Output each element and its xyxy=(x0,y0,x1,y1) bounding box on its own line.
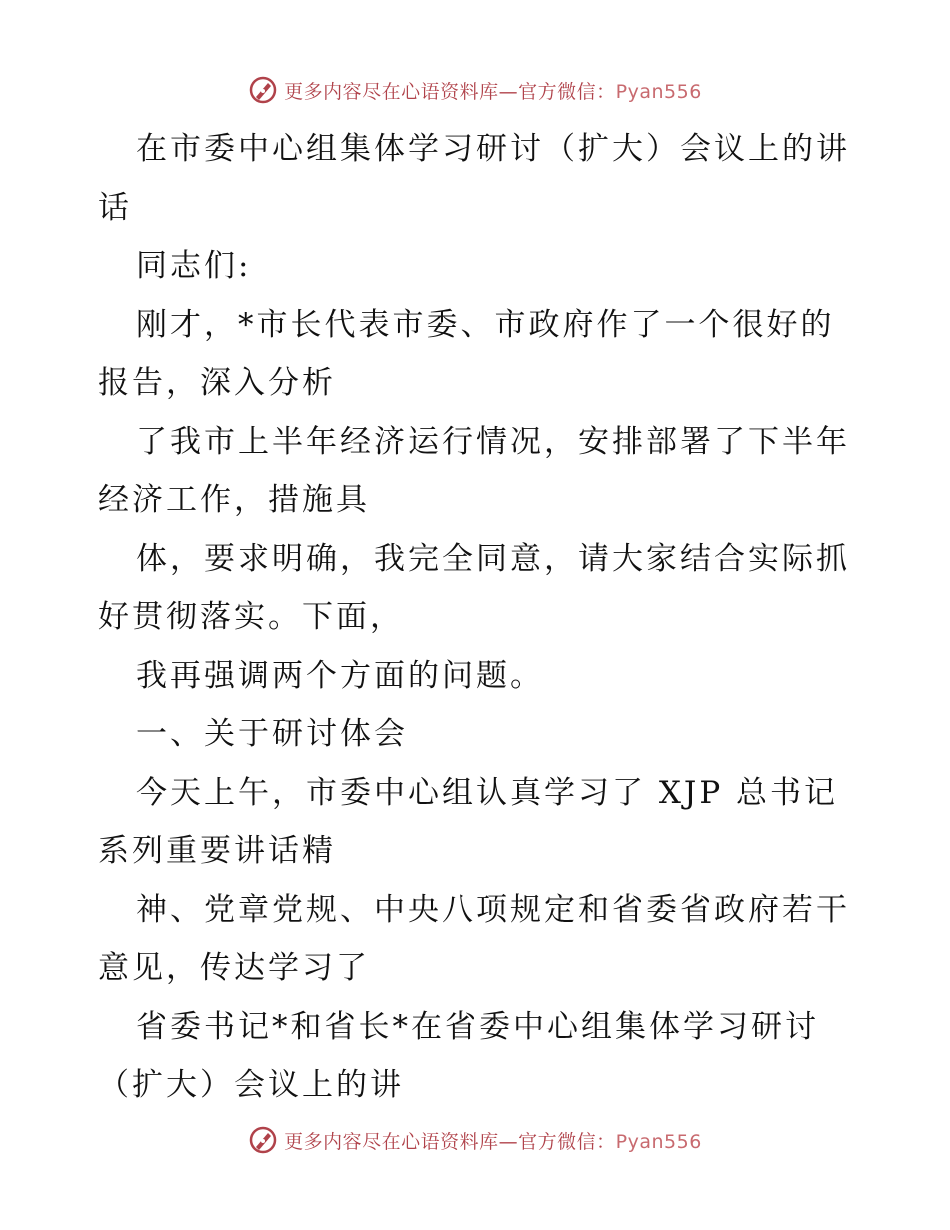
watermark-contact: Pyan556 xyxy=(615,1130,702,1153)
document-body xyxy=(98,120,858,1115)
watermark-contact: Pyan556 xyxy=(615,80,702,103)
text-line: 刚才，*市长代表市委、市政府作了一个很好的 xyxy=(136,306,835,343)
text-line: 体，要求明确，我完全同意，请大家结合实际抓 xyxy=(136,540,850,577)
header-watermark xyxy=(0,70,950,110)
text-line: （扩大）会议上的讲 xyxy=(98,1067,404,1103)
text-line: 好贯彻落实。下面， xyxy=(98,599,404,635)
text-line: 了我市上半年经济运行情况，安排部署了下半年 xyxy=(136,423,850,460)
text-line: 省委书记*和省长*在省委中心组集体学习研讨 xyxy=(136,1008,819,1045)
watermark-text: 更多内容尽在心语资料库—官方微信：Pyan556 xyxy=(284,1130,702,1153)
text-line: 意见，传达学习了 xyxy=(98,950,370,986)
text-line: 报告，深入分析 xyxy=(98,365,336,401)
text-line: 神、党章党规、中央八项规定和省委省政府若干 xyxy=(136,891,850,928)
text-line: 系列重要讲话精 xyxy=(98,833,336,869)
text-line: 我再强调两个方面的问题。 xyxy=(136,657,544,694)
pen-in-circle-icon xyxy=(248,1125,278,1155)
text-line: 同志们: xyxy=(136,248,252,284)
text-line: 在市委中心组集体学习研讨（扩大）会议上的讲 xyxy=(136,131,850,167)
watermark-text: 更多内容尽在心语资料库—官方微信：Pyan556 xyxy=(284,80,702,103)
text-line: 一、关于研讨体会 xyxy=(136,716,408,752)
pen-in-circle-icon xyxy=(248,75,278,105)
text-line: 今天上午，市委中心组认真学习了 XJP 总书记 xyxy=(136,774,839,811)
text-line: 话 xyxy=(98,189,132,226)
footer-watermark xyxy=(0,1120,950,1160)
text-line: 经济工作，措施具 xyxy=(98,482,370,518)
